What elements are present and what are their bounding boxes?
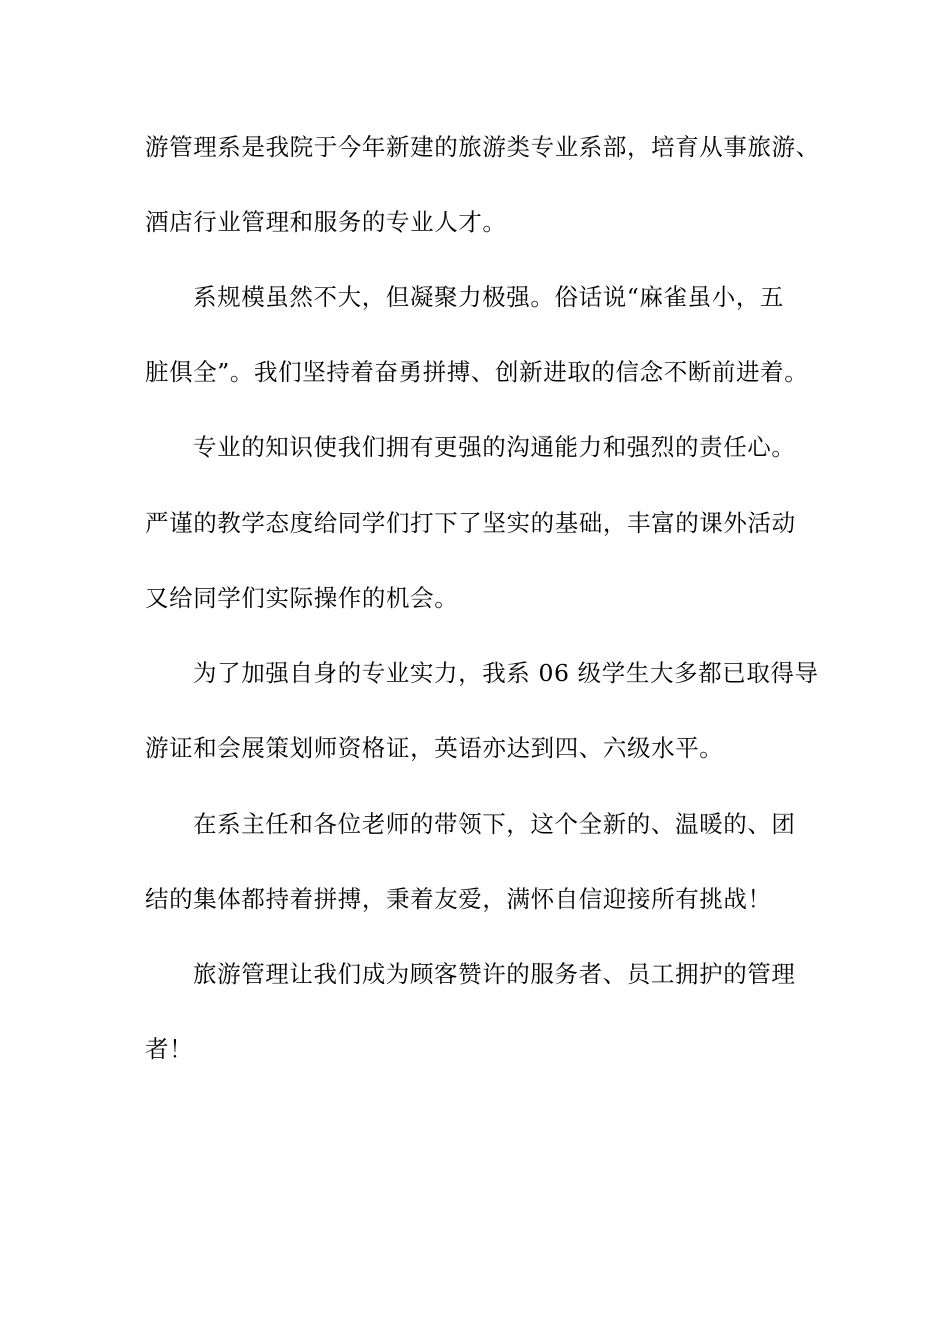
paragraph-start: 系规模虽然不大，但凝聚力极强。俗话说“麻雀虽小，五 (193, 283, 785, 311)
text-line: 结的集体都持着拼搏，秉着友爱，满怀自信迎接所有挑战！ (145, 885, 772, 913)
text-line: 者！ (145, 1035, 194, 1063)
text-line: 游管理系是我院于今年新建的旅游类专业系部，培育从事旅游、 (145, 133, 820, 161)
paragraph-start: 专业的知识使我们拥有更强的沟通能力和强烈的责任心。 (193, 433, 796, 461)
text-line: 游证和会展策划师资格证，英语亦达到四、六级水平。 (145, 734, 724, 762)
text-line: 严谨的教学态度给同学们打下了坚实的基础，丰富的课外活动 (145, 509, 796, 537)
text-line: 酒店行业管理和服务的专业人才。 (145, 208, 507, 236)
text-line: 又给同学们实际操作的机会。 (145, 584, 459, 612)
text-line: 脏俱全”。我们坚持着奋勇拼搏、创新进取的信念不断前进着。 (145, 358, 809, 386)
paragraph-start: 在系主任和各位老师的带领下，这个全新的、温暖的、团 (193, 810, 796, 838)
paragraph-start: 为了加强自身的专业实力，我系 06 级学生大多都已取得导 (193, 659, 819, 687)
paragraph-start: 旅游管理让我们成为顾客赞许的服务者、员工拥护的管理 (193, 960, 796, 988)
